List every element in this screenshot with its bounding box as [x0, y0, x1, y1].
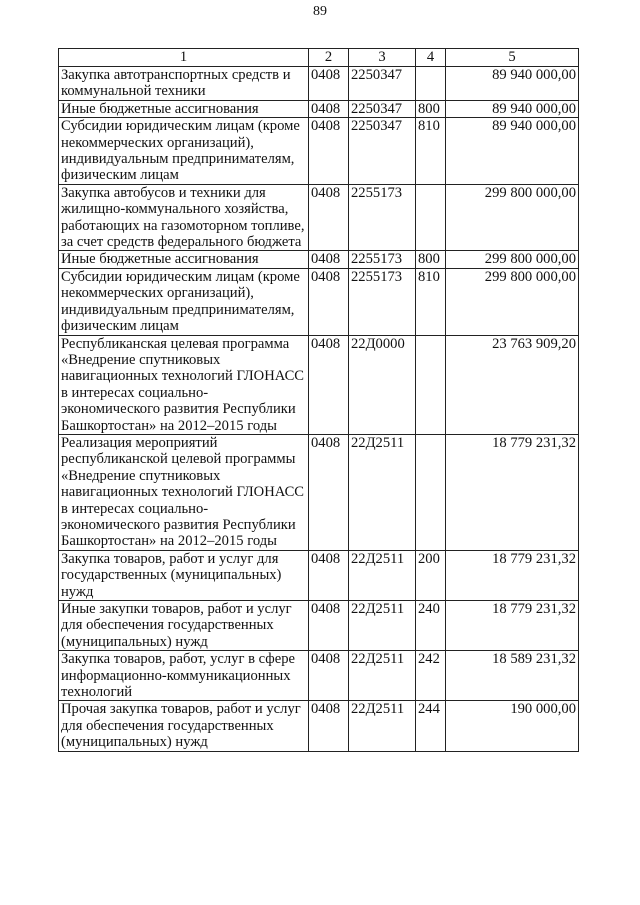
row-name: Закупка автобусов и техники для жилищно-коммунального хозяйства, работающих на газомоторном топливе, за счет средств федерального бюджета: [59, 184, 309, 251]
row-section-code: 0408: [309, 335, 349, 434]
row-target-code: 2255173: [349, 268, 416, 335]
row-target-code: 2255173: [349, 251, 416, 268]
row-section-code: 0408: [309, 268, 349, 335]
table-row: [59, 651, 579, 701]
table-row: [59, 601, 579, 651]
row-expense-type: 810: [416, 118, 446, 185]
row-target-code: 22Д0000: [349, 335, 416, 434]
row-target-code: 22Д2511: [349, 651, 416, 701]
table-row: [59, 184, 579, 251]
row-section-code: 0408: [309, 550, 349, 600]
row-section-code: 0408: [309, 251, 349, 268]
row-expense-type: [416, 434, 446, 550]
header-col-4: 4: [416, 49, 446, 67]
row-amount: 18 779 231,32: [446, 601, 579, 651]
row-section-code: 0408: [309, 651, 349, 701]
row-name: Иные бюджетные ассигнования: [59, 251, 309, 268]
header-row: [59, 49, 579, 67]
header-col-3: 3: [349, 49, 416, 67]
row-section-code: 0408: [309, 184, 349, 251]
row-amount: 89 940 000,00: [446, 100, 579, 117]
table-row: [59, 251, 579, 268]
page-number: 89: [313, 4, 327, 19]
row-target-code: 2255173: [349, 184, 416, 251]
row-amount: 18 589 231,32: [446, 651, 579, 701]
row-amount: 23 763 909,20: [446, 335, 579, 434]
row-target-code: 2250347: [349, 118, 416, 185]
table-row: [59, 434, 579, 550]
row-name: Прочая закупка товаров, работ и услуг для обеспечения государственных (муниципальных) нужд: [59, 701, 309, 751]
row-target-code: 2250347: [349, 100, 416, 117]
row-amount: 89 940 000,00: [446, 67, 579, 101]
row-target-code: 2250347: [349, 67, 416, 101]
table-row: [59, 550, 579, 600]
header-col-2: 2: [309, 49, 349, 67]
row-expense-type: 244: [416, 701, 446, 751]
row-amount: 299 800 000,00: [446, 268, 579, 335]
row-expense-type: 800: [416, 100, 446, 117]
table-row: [59, 118, 579, 185]
row-section-code: 0408: [309, 118, 349, 185]
row-section-code: 0408: [309, 701, 349, 751]
row-name: Республиканская целевая программа «Внедрение спутниковых навигационных технологий ГЛОНАСС в интересах социально-экономического развития Республики Башкортостан» на 2012–2015 годы: [59, 335, 309, 434]
row-amount: 18 779 231,32: [446, 434, 579, 550]
row-name: Реализация мероприятий республиканской целевой программы «Внедрение спутниковых навигационных технологий ГЛОНАСС в интересах социально-экономического развития Республики Башкортостан» на 2012–2015 годы: [59, 434, 309, 550]
row-target-code: 22Д2511: [349, 701, 416, 751]
table-row: [59, 268, 579, 335]
row-name: Закупка товаров, работ и услуг для государственных (муниципальных) нужд: [59, 550, 309, 600]
row-section-code: 0408: [309, 100, 349, 117]
row-expense-type: [416, 67, 446, 101]
row-target-code: 22Д2511: [349, 550, 416, 600]
row-section-code: 0408: [309, 601, 349, 651]
row-section-code: 0408: [309, 434, 349, 550]
row-amount: 190 000,00: [446, 701, 579, 751]
table-row: [59, 701, 579, 751]
row-target-code: 22Д2511: [349, 601, 416, 651]
row-expense-type: 800: [416, 251, 446, 268]
row-amount: 299 800 000,00: [446, 184, 579, 251]
table-row: [59, 335, 579, 434]
row-expense-type: 810: [416, 268, 446, 335]
header-col-5: 5: [446, 49, 579, 67]
row-amount: 18 779 231,32: [446, 550, 579, 600]
row-target-code: 22Д2511: [349, 434, 416, 550]
row-name: Закупка автотранспортных средств и коммунальной техники: [59, 67, 309, 101]
row-section-code: 0408: [309, 67, 349, 101]
row-amount: 89 940 000,00: [446, 118, 579, 185]
row-name: Иные закупки товаров, работ и услуг для обеспечения государственных (муниципальных) нужд: [59, 601, 309, 651]
table-row: [59, 100, 579, 117]
row-name: Иные бюджетные ассигнования: [59, 100, 309, 117]
row-name: Субсидии юридическим лицам (кроме некоммерческих организаций), индивидуальным предпринимателям, физическим лицам: [59, 118, 309, 185]
row-name: Закупка товаров, работ, услуг в сфере информационно-коммуникационных технологий: [59, 651, 309, 701]
row-amount: 299 800 000,00: [446, 251, 579, 268]
header-col-1: 1: [59, 49, 309, 67]
row-expense-type: 240: [416, 601, 446, 651]
row-expense-type: 242: [416, 651, 446, 701]
budget-table: [58, 48, 579, 752]
row-expense-type: 200: [416, 550, 446, 600]
row-name: Субсидии юридическим лицам (кроме некоммерческих организаций), индивидуальным предпринимателям, физическим лицам: [59, 268, 309, 335]
table-row: [59, 67, 579, 101]
row-expense-type: [416, 335, 446, 434]
row-expense-type: [416, 184, 446, 251]
